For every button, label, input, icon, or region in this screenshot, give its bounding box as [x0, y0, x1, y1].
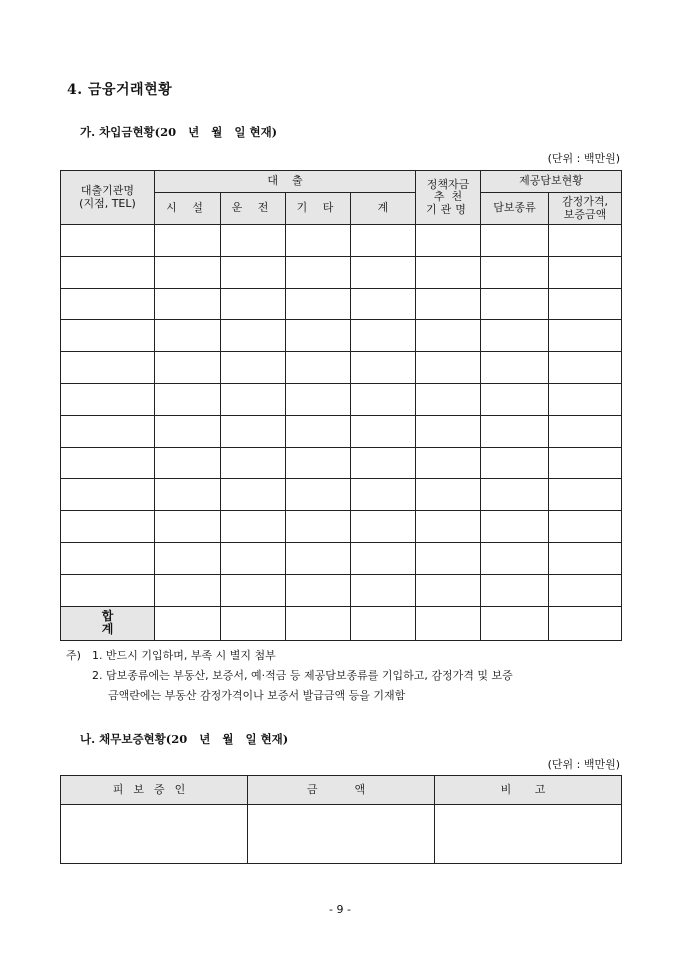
- table-cell[interactable]: [481, 511, 549, 543]
- table-cell[interactable]: [155, 352, 221, 384]
- table-row: [61, 383, 622, 415]
- table-cell[interactable]: [61, 352, 155, 384]
- table-cell[interactable]: [61, 320, 155, 352]
- table-cell[interactable]: [155, 383, 221, 415]
- table-row: [61, 352, 622, 384]
- table-row: [61, 447, 622, 479]
- loans-title: 가. 차입금현황(20 년 월 일 현재): [80, 125, 278, 139]
- header-policy-line1: 정책자금: [426, 178, 470, 192]
- loans-unit: (단위 : 백만원): [547, 152, 620, 165]
- header-institution-line2: (지점, TEL): [79, 196, 136, 210]
- table-cell[interactable]: [221, 383, 286, 415]
- table-cell[interactable]: [221, 415, 286, 447]
- table-cell[interactable]: [221, 225, 286, 257]
- table-cell[interactable]: [221, 542, 286, 574]
- table-cell[interactable]: [351, 225, 416, 257]
- table-row: [61, 542, 622, 574]
- table-cell[interactable]: [286, 352, 351, 384]
- header-sum: 계: [351, 193, 416, 225]
- table-cell[interactable]: [221, 479, 286, 511]
- guarantee-cell[interactable]: [248, 805, 435, 864]
- table-cell[interactable]: [416, 256, 481, 288]
- note-2-line2: 금액란에는 부동산 감정가격이나 보증서 발급금액 등을 기재함: [108, 689, 406, 702]
- total-cell[interactable]: [549, 606, 622, 640]
- table-cell[interactable]: [351, 479, 416, 511]
- table-cell[interactable]: [351, 415, 416, 447]
- table-cell[interactable]: [416, 225, 481, 257]
- table-cell[interactable]: [549, 352, 622, 384]
- header-policy-line2: 추 천: [433, 190, 463, 204]
- table-cell[interactable]: [351, 574, 416, 606]
- table-cell[interactable]: [416, 320, 481, 352]
- table-cell[interactable]: [221, 447, 286, 479]
- table-cell[interactable]: [481, 415, 549, 447]
- table-cell[interactable]: [61, 542, 155, 574]
- table-cell[interactable]: [286, 479, 351, 511]
- table-cell[interactable]: [481, 256, 549, 288]
- table-cell[interactable]: [416, 479, 481, 511]
- table-row: [61, 511, 622, 543]
- table-cell[interactable]: [221, 256, 286, 288]
- table-cell[interactable]: [351, 511, 416, 543]
- table-cell[interactable]: [286, 256, 351, 288]
- table-cell[interactable]: [351, 383, 416, 415]
- table-cell[interactable]: [61, 225, 155, 257]
- table-cell[interactable]: [416, 383, 481, 415]
- header-other: 기 타: [286, 193, 351, 225]
- table-cell[interactable]: [286, 383, 351, 415]
- table-cell[interactable]: [549, 511, 622, 543]
- table-row: [61, 288, 622, 320]
- header-loan-group: 대 출: [155, 171, 416, 193]
- table-cell[interactable]: [351, 352, 416, 384]
- table-cell[interactable]: [155, 574, 221, 606]
- total-label: 합 계: [61, 606, 155, 640]
- table-cell[interactable]: [61, 383, 155, 415]
- table-cell[interactable]: [221, 352, 286, 384]
- header-appraisal-line2: 보증금액: [563, 207, 607, 221]
- table-cell[interactable]: [61, 447, 155, 479]
- loans-table: [60, 170, 622, 641]
- table-cell[interactable]: [416, 447, 481, 479]
- table-cell[interactable]: [416, 415, 481, 447]
- table-cell[interactable]: [481, 225, 549, 257]
- guarantee-cell[interactable]: [61, 805, 248, 864]
- note-1: 1. 반드시 기입하며, 부족 시 별지 첨부: [92, 649, 276, 662]
- table-cell[interactable]: [286, 574, 351, 606]
- table-cell[interactable]: [155, 479, 221, 511]
- total-cell[interactable]: [416, 606, 481, 640]
- table-cell[interactable]: [286, 511, 351, 543]
- header-operating: 운 전: [221, 193, 286, 225]
- table-cell[interactable]: [549, 447, 622, 479]
- table-cell[interactable]: [549, 383, 622, 415]
- guarantees-table: [60, 775, 622, 864]
- table-cell[interactable]: [61, 288, 155, 320]
- table-row: [61, 256, 622, 288]
- table-cell[interactable]: [286, 415, 351, 447]
- table-cell[interactable]: [155, 511, 221, 543]
- note-prefix: 주): [66, 649, 81, 662]
- table-cell[interactable]: [286, 225, 351, 257]
- table-cell[interactable]: [286, 542, 351, 574]
- table-row: [61, 415, 622, 447]
- table-cell[interactable]: [155, 256, 221, 288]
- header-appraisal: [549, 193, 622, 225]
- total-cell[interactable]: [351, 606, 416, 640]
- table-cell[interactable]: [61, 511, 155, 543]
- table-cell[interactable]: [351, 288, 416, 320]
- table-cell[interactable]: [549, 574, 622, 606]
- table-row: [61, 225, 622, 257]
- table-cell[interactable]: [549, 256, 622, 288]
- guarantee-cell[interactable]: [435, 805, 622, 864]
- table-cell[interactable]: [221, 320, 286, 352]
- total-cell[interactable]: [221, 606, 286, 640]
- guarantees-title: 나. 채무보증현황(20 년 월 일 현재): [80, 732, 289, 746]
- table-cell[interactable]: [416, 511, 481, 543]
- header-guaranteed: 피보증인: [61, 776, 248, 805]
- guarantee-row: [61, 805, 622, 864]
- table-cell[interactable]: [286, 447, 351, 479]
- table-cell[interactable]: [155, 288, 221, 320]
- table-cell[interactable]: [61, 479, 155, 511]
- table-cell[interactable]: [416, 574, 481, 606]
- table-cell[interactable]: [61, 256, 155, 288]
- table-cell[interactable]: [416, 288, 481, 320]
- table-cell[interactable]: [549, 479, 622, 511]
- table-cell[interactable]: [416, 542, 481, 574]
- table-cell[interactable]: [351, 256, 416, 288]
- table-cell[interactable]: [61, 415, 155, 447]
- table-row: [61, 574, 622, 606]
- table-cell[interactable]: [549, 288, 622, 320]
- table-cell[interactable]: [155, 447, 221, 479]
- table-cell[interactable]: [549, 542, 622, 574]
- table-row: [61, 320, 622, 352]
- table-cell[interactable]: [286, 288, 351, 320]
- section-title: 4. 금융거래현황: [67, 82, 173, 98]
- header-collateral-type: 담보종류: [481, 193, 549, 225]
- table-cell[interactable]: [155, 542, 221, 574]
- total-cell[interactable]: [481, 606, 549, 640]
- guarantees-unit: (단위 : 백만원): [547, 758, 620, 771]
- header-amount: 금 액: [248, 776, 435, 805]
- table-cell[interactable]: [221, 288, 286, 320]
- table-cell[interactable]: [481, 288, 549, 320]
- table-cell[interactable]: [351, 320, 416, 352]
- table-cell[interactable]: [549, 320, 622, 352]
- total-cell[interactable]: [286, 606, 351, 640]
- table-cell[interactable]: [481, 479, 549, 511]
- table-cell[interactable]: [221, 574, 286, 606]
- table-cell[interactable]: [351, 542, 416, 574]
- table-cell[interactable]: [221, 511, 286, 543]
- table-cell[interactable]: [481, 447, 549, 479]
- header-policy-line3: 기관명: [426, 202, 470, 216]
- table-cell[interactable]: [61, 574, 155, 606]
- page-number: - 9 -: [329, 903, 351, 916]
- table-cell[interactable]: [351, 447, 416, 479]
- header-appraisal-line1: 감정가격,: [562, 195, 609, 209]
- header-collateral-group: 제공담보현황: [481, 171, 622, 193]
- table-cell[interactable]: [155, 225, 221, 257]
- header-remarks: 비 고: [435, 776, 622, 805]
- table-cell[interactable]: [155, 415, 221, 447]
- table-row: [61, 479, 622, 511]
- table-cell[interactable]: [549, 415, 622, 447]
- header-facility: 시 설: [155, 193, 221, 225]
- table-cell[interactable]: [416, 352, 481, 384]
- header-institution: [61, 171, 155, 225]
- table-cell[interactable]: [481, 574, 549, 606]
- table-cell[interactable]: [481, 352, 549, 384]
- table-cell[interactable]: [481, 320, 549, 352]
- table-cell[interactable]: [549, 225, 622, 257]
- table-cell[interactable]: [481, 383, 549, 415]
- total-cell[interactable]: [155, 606, 221, 640]
- table-cell[interactable]: [155, 320, 221, 352]
- header-institution-line1: 대출기관명: [80, 184, 135, 198]
- note-2-line1: 2. 담보종류에는 부동산, 보증서, 예·적금 등 제공담보종류를 기입하고, 감정가격 및 보증: [92, 669, 513, 682]
- total-row: [61, 606, 622, 640]
- table-cell[interactable]: [481, 542, 549, 574]
- header-policy-fund: [416, 171, 481, 225]
- table-cell[interactable]: [286, 320, 351, 352]
